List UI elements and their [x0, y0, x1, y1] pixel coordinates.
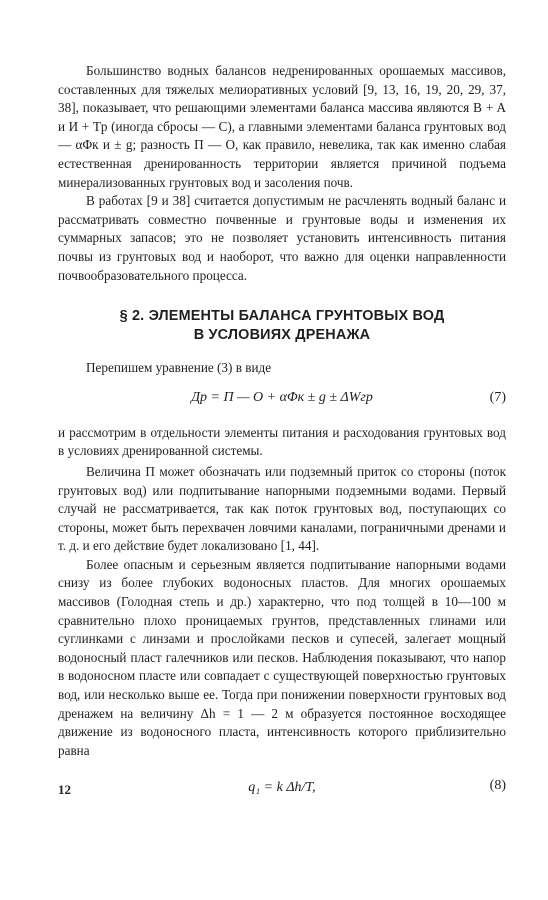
section-heading	[58, 307, 506, 345]
formula-7-number: (7)	[489, 389, 506, 405]
paragraph-works-cited: В работах [9 и 38] считается допустимым не расчленять водный баланс и рассматривать совместно почвенные и грунтовые воды и изменения их суммарных запасов; это не позволяет установить интенсивность питания почвы из грунтовых вод и наоборот, что важно для оценки направленности почвообразовательного процесса.	[58, 193, 506, 283]
formula-8	[58, 764, 506, 818]
paragraph-rewrite-equation: Перепишем уравнение (3) в виде	[86, 360, 272, 376]
section-heading-line-2: В УСЛОВИЯХ ДРЕНАЖА	[193, 327, 371, 344]
formula-7	[58, 382, 506, 418]
paragraph-pressure-water: Более опасным и серьезным является подпитывание напорными водами снизу из более глубоких водоносных пластов. Для многих орошаемых массивов (Голодная степь и др.) характерно, что под толщей в 10—100 м сравнительно плохо проницаемых грунтов, представленных глинами или суглинками с линзами и прослойками песков и супесей, залегает мощный водоносный пласт галечников или песков. Наблюдения показывают, что напор в водоносном пласте или совпадает с существующей поверхностью грунтовых вод, или несколько выше ее. Тогда при понижении поверхности грунтовых вод дренажем на величину Δh = 1 — 2 м образуется постоянное восходящее движение из водоносного пласта, интенсивность которого приблизительно равна	[58, 556, 506, 758]
section-heading-line-1: § 2. ЭЛЕМЕНТЫ БАЛАНСА ГРУНТОВЫХ ВОД	[119, 308, 445, 325]
paragraph-inflow: Величина П может обозначать или подземный приток со стороны (поток грунтовых вод) или подпитывание напорными подземными водами. Первый случай не рассматривается, так как поток грунтовых вод, поступающих со стороны, может быть перехвачен ловчими каналами, пограничными дренами и т. д. и его действие будет локализовано [1, 44].	[58, 463, 506, 554]
paragraph-consider-elements: и рассмотрим в отдельности элементы питания и расходования грунтовых вод в условиях дренированной системы.	[58, 424, 506, 459]
formula-8-number: (8)	[489, 778, 506, 794]
formula-7-expression: Др = П — О + αΦк ± g ± ΔWгр	[191, 389, 373, 405]
formula-8-expression: q₁ = k Δh/T,	[248, 780, 316, 796]
paragraph-water-balances: Большинство водных балансов недренированных орошаемых массивов, составленных для тяжелых мелиоративных условий [9, 13, 16, 19, 20, 29, 37, 38], показывает, что решающими элементами баланса массива являются B + A и И + Tр (иногда сбросы — C), а главными элементами баланса грунтовых вод — αΦк и ± g; разность П — O, как правило, невелика, так как именно слабая естественная дренированность территории является причиной подъема минерализованных грунтовых вод и засоления почв.	[58, 63, 506, 190]
page-number: 12	[58, 782, 71, 797]
